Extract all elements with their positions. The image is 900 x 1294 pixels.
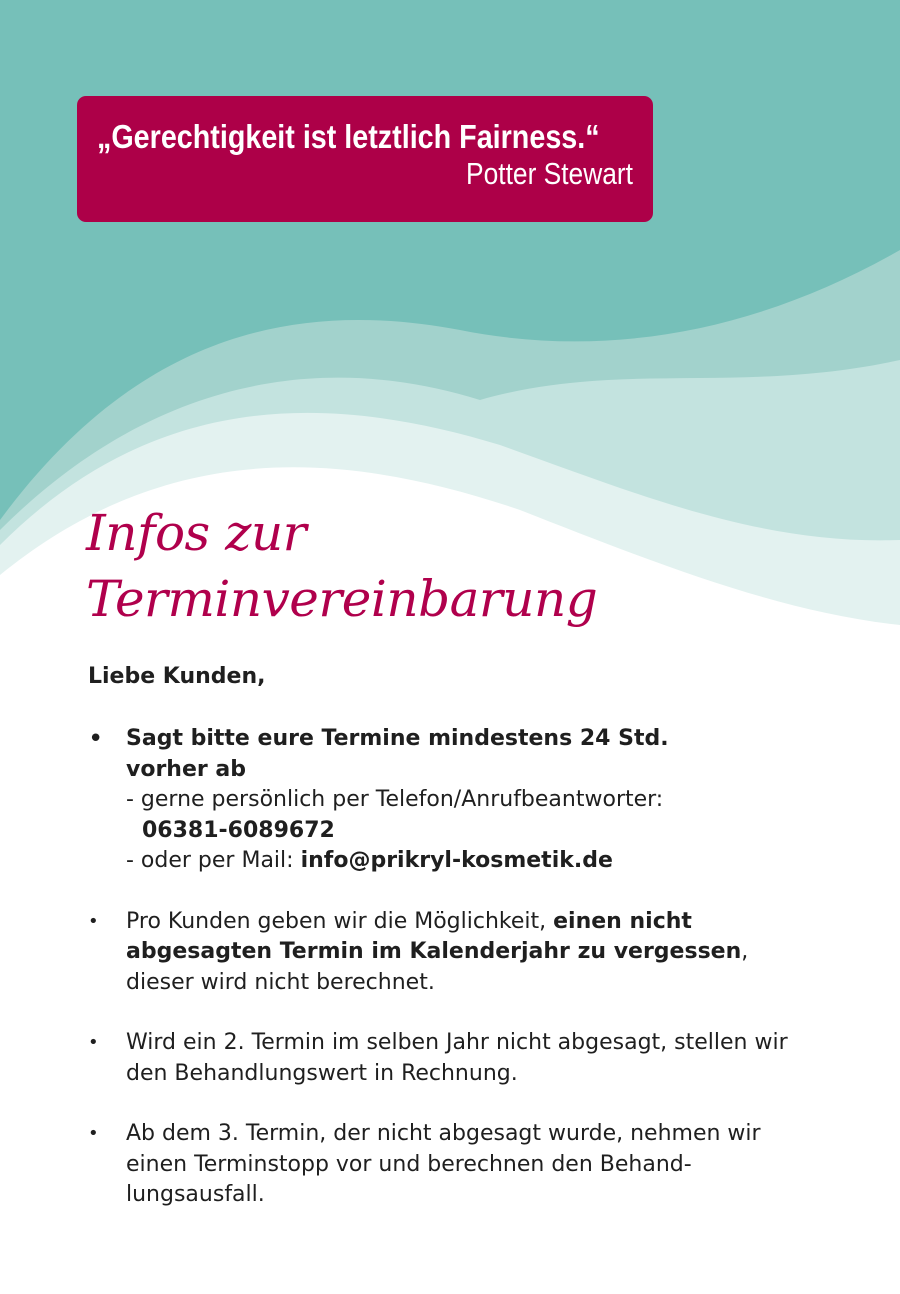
bullet-icon: •	[88, 724, 104, 754]
quote-box	[77, 96, 653, 222]
second-missed-text: Wird ein 2. Termin im selben Jahr nicht abgesagt, stellen wir den Behandlungswert in Rechnung.	[126, 1030, 788, 1086]
bullet-icon: •	[88, 910, 99, 932]
forget-text-after: , dieser wird nicht berechnet.	[126, 939, 749, 995]
cancel-title-line-2: vorher ab	[126, 756, 246, 782]
greeting: Liebe Kunden,	[88, 664, 266, 689]
quote-author: Potter Stewart	[466, 155, 633, 191]
bullet-icon: •	[88, 1123, 99, 1144]
forget-text-bold: einen nicht abgesagten Termin im Kalenderjahr zu vergessen	[126, 908, 742, 964]
mail-prefix: - oder per Mail:	[126, 848, 301, 873]
list-item-forget	[86, 907, 816, 999]
title-line-2: Terminvereinbarung	[86, 570, 598, 628]
third-missed-text: Ab dem 3. Termin, der nicht abgesagt wurde, nehmen wir einen Terminstopp vor und berechnen den Behand-lungsausfall.	[126, 1121, 761, 1207]
mail-address: info@prikryl-kosmetik.de	[300, 848, 613, 873]
mail-line	[126, 846, 816, 877]
bullet-icon: •	[88, 1032, 99, 1053]
page-title	[86, 500, 597, 632]
list-item-second-missed	[86, 1028, 816, 1089]
phone-number: 06381-6089672	[142, 817, 335, 843]
phone-prefix: - gerne persönlich per Telefon/Anrufbeantworter:	[126, 787, 664, 812]
quote-text: „Gerechtigkeit ist letztlich Fairness.“	[97, 118, 600, 155]
list-item-cancel	[86, 724, 816, 877]
title-line-1: Infos zur	[86, 504, 307, 562]
forget-text-before: Pro Kunden geben wir die Möglichkeit,	[126, 908, 554, 934]
list-item-third-missed	[86, 1119, 816, 1211]
info-list	[86, 724, 816, 1211]
cancel-title-line-1: Sagt bitte eure Termine mindestens 24 Std.	[126, 726, 669, 751]
